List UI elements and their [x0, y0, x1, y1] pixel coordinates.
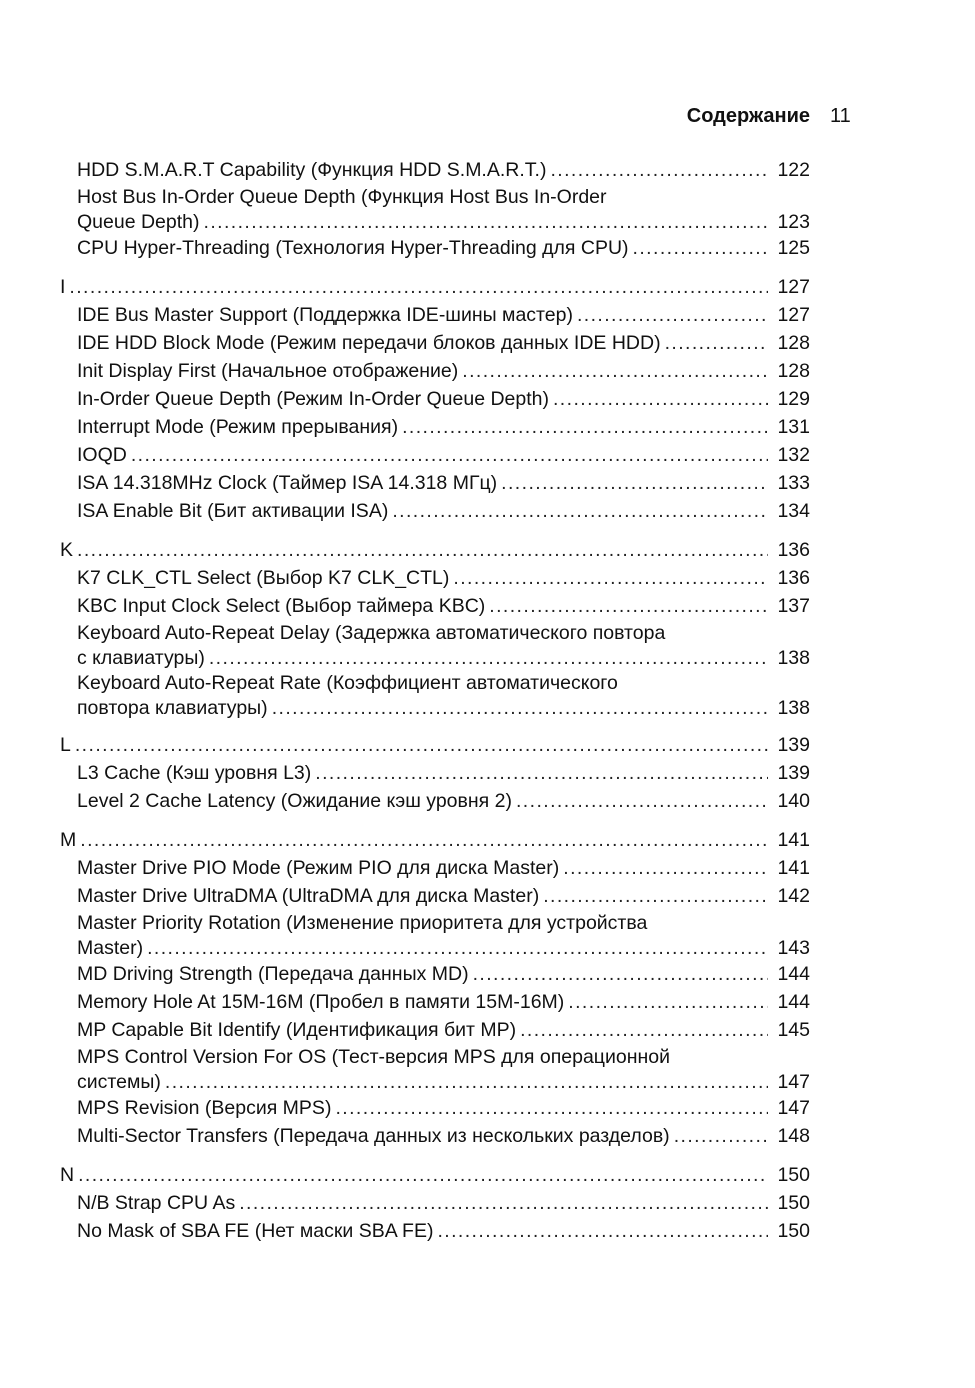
toc-entry[interactable] — [60, 1122, 810, 1150]
toc-entry[interactable] — [60, 646, 810, 670]
toc-letter-heading[interactable] — [60, 1161, 810, 1189]
leader-dots — [516, 787, 768, 815]
toc-entry[interactable] — [60, 1094, 810, 1122]
leader-dots — [335, 1094, 768, 1122]
toc-letter-heading[interactable] — [60, 826, 810, 854]
leader-dots — [462, 357, 768, 385]
toc-entry[interactable] — [60, 469, 810, 497]
leader-dots — [80, 826, 768, 854]
toc-page-number: 144 — [777, 963, 810, 985]
toc-entry-label: CPU Hyper-Threading (Технология Hyper-Threading для CPU) — [77, 237, 629, 259]
toc-page-number: 132 — [777, 444, 810, 466]
leader-dots — [543, 882, 768, 910]
toc-entry-label: L3 Cache (Кэш уровня L3) — [77, 762, 312, 784]
toc-page-number: 129 — [777, 388, 810, 410]
toc-page-number: 141 — [777, 857, 810, 879]
leader-dots — [272, 696, 768, 720]
toc-entry[interactable] — [60, 156, 810, 184]
toc-entry[interactable] — [60, 413, 810, 441]
toc-letter-heading[interactable] — [60, 273, 810, 301]
leader-dots — [147, 936, 768, 960]
toc-entry-label: N/B Strap CPU As — [77, 1192, 236, 1214]
leader-dots — [550, 156, 768, 184]
leader-dots — [315, 759, 768, 787]
toc-entry-label: MP Capable Bit Identify (Идентификация бит MP) — [77, 1019, 517, 1041]
toc-page-number: 131 — [777, 416, 810, 438]
toc-entry[interactable] — [60, 960, 810, 988]
toc-entry-label: I — [60, 276, 66, 298]
toc-entry[interactable] — [60, 301, 810, 329]
toc-entry[interactable] — [60, 787, 810, 815]
leader-dots — [501, 469, 768, 497]
toc-entry[interactable] — [60, 329, 810, 357]
toc-entry[interactable] — [60, 1189, 810, 1217]
leader-dots — [77, 536, 768, 564]
toc-page-number: 139 — [777, 734, 810, 756]
toc-page-number: 140 — [777, 790, 810, 812]
toc-entry-line: MPS Control Version For OS (Тест-версия MPS для операционной — [77, 1046, 670, 1068]
table-of-contents — [60, 156, 810, 1245]
toc-entry-label: Level 2 Cache Latency (Ожидание кэш уровня 2) — [77, 790, 512, 812]
toc-entry-label: Multi-Sector Transfers (Передача данных из нескольких разделов) — [77, 1125, 670, 1147]
toc-entry[interactable] — [60, 696, 810, 720]
leader-dots — [437, 1217, 768, 1245]
leader-dots — [75, 731, 768, 759]
toc-letter-heading[interactable] — [60, 536, 810, 564]
leader-dots — [577, 301, 768, 329]
page-number: 11 — [830, 105, 851, 127]
toc-entry-line: Master Priority Rotation (Изменение приоритета для устройства — [77, 912, 648, 934]
toc-entry-label: K — [60, 539, 74, 561]
leader-dots — [131, 441, 768, 469]
toc-entry-label: L — [60, 734, 71, 756]
toc-page-number: 150 — [777, 1164, 810, 1186]
leader-dots — [665, 329, 768, 357]
toc-page-number: 141 — [777, 829, 810, 851]
toc-page-number: 150 — [777, 1192, 810, 1214]
toc-page-number: 134 — [777, 500, 810, 522]
toc-page-number: 142 — [777, 885, 810, 907]
toc-entry-label: с клавиатуры) — [77, 647, 205, 669]
toc-page-number: 136 — [777, 539, 810, 561]
toc-entry[interactable] — [60, 882, 810, 910]
toc-entry[interactable] — [60, 497, 810, 525]
toc-entry[interactable] — [60, 988, 810, 1016]
leader-dots — [553, 385, 768, 413]
toc-entry-label: K7 CLK_CTL Select (Выбор K7 CLK_CTL) — [77, 567, 450, 589]
toc-entry[interactable] — [60, 1016, 810, 1044]
toc-page-number: 147 — [777, 1097, 810, 1119]
toc-entry-label: KBC Input Clock Select (Выбор таймера KBC) — [77, 595, 486, 617]
leader-dots — [239, 1189, 768, 1217]
toc-page-number: 144 — [777, 991, 810, 1013]
toc-entry[interactable] — [60, 592, 810, 620]
toc-page-number: 138 — [777, 697, 810, 719]
toc-entry[interactable] — [60, 854, 810, 882]
toc-entry-label: ISA 14.318MHz Clock (Таймер ISA 14.318 МГц) — [77, 472, 498, 494]
toc-entry-label: системы) — [77, 1071, 161, 1093]
toc-page-number: 127 — [777, 304, 810, 326]
toc-entry[interactable] — [60, 759, 810, 787]
leader-dots — [402, 413, 768, 441]
leader-dots — [568, 988, 768, 1016]
toc-entry-line: Keyboard Auto-Repeat Rate (Коэффициент автоматического — [77, 672, 618, 694]
toc-page-number: 128 — [777, 332, 810, 354]
leader-dots — [520, 1016, 768, 1044]
toc-entry[interactable] — [60, 1070, 810, 1094]
toc-page-number: 123 — [777, 211, 810, 233]
toc-entry-label: N — [60, 1164, 75, 1186]
toc-entry-label: IDE HDD Block Mode (Режим передачи блоков данных IDE HDD) — [77, 332, 661, 354]
toc-entry-label: ISA Enable Bit (Бит активации ISA) — [77, 500, 389, 522]
toc-entry[interactable] — [60, 210, 810, 234]
toc-entry-label: In-Order Queue Depth (Режим In-Order Queue Depth) — [77, 388, 549, 410]
toc-entry[interactable] — [60, 357, 810, 385]
leader-dots — [674, 1122, 768, 1150]
toc-page-number: 148 — [777, 1125, 810, 1147]
toc-page-number: 122 — [777, 159, 810, 181]
leader-dots — [563, 854, 768, 882]
toc-entry-label: Master Drive PIO Mode (Режим PIO для диска Master) — [77, 857, 560, 879]
toc-entry[interactable] — [60, 234, 810, 262]
toc-entry[interactable] — [60, 385, 810, 413]
toc-entry-label: Init Display First (Начальное отображение) — [77, 360, 459, 382]
toc-entry-label: Queue Depth) — [77, 211, 200, 233]
toc-entry-label: IOQD — [77, 444, 127, 466]
toc-entry-label: Master) — [77, 937, 144, 959]
running-header — [0, 103, 975, 129]
toc-page-number: 145 — [777, 1019, 810, 1041]
chapter-title: Содержание — [686, 105, 810, 127]
toc-entry-label: MD Driving Strength (Передача данных MD) — [77, 963, 469, 985]
toc-entry-label: Master Drive UltraDMA (UltraDMA для диска Master) — [77, 885, 540, 907]
toc-entry[interactable] — [60, 564, 810, 592]
leader-dots — [633, 234, 768, 262]
toc-entry-label: No Mask of SBA FE (Нет маски SBA FE) — [77, 1220, 434, 1242]
toc-page-number: 125 — [777, 237, 810, 259]
leader-dots — [78, 1161, 768, 1189]
leader-dots — [204, 210, 769, 234]
leader-dots — [209, 646, 768, 670]
toc-entry[interactable] — [60, 1217, 810, 1245]
toc-page-number: 136 — [777, 567, 810, 589]
leader-dots — [473, 960, 768, 988]
leader-dots — [489, 592, 768, 620]
toc-letter-heading[interactable] — [60, 731, 810, 759]
leader-dots — [165, 1070, 768, 1094]
leader-dots — [392, 497, 768, 525]
toc-entry[interactable] — [60, 441, 810, 469]
toc-entry-line: Host Bus In-Order Queue Depth (Функция Host Bus In-Order — [77, 186, 607, 208]
toc-entry-label: IDE Bus Master Support (Поддержка IDE-шины мастер) — [77, 304, 573, 326]
toc-entry-label: HDD S.M.A.R.T Capability (Функция HDD S.M.A.R.T.) — [77, 159, 547, 181]
toc-page-number: 127 — [777, 276, 810, 298]
toc-page-number: 150 — [777, 1220, 810, 1242]
toc-page-number: 137 — [777, 595, 810, 617]
leader-dots — [453, 564, 768, 592]
toc-entry-label: M — [60, 829, 77, 851]
toc-page-number: 128 — [777, 360, 810, 382]
toc-entry-label: Interrupt Mode (Режим прерывания) — [77, 416, 399, 438]
toc-page-number: 139 — [777, 762, 810, 784]
toc-page-number: 143 — [777, 937, 810, 959]
toc-page-number: 147 — [777, 1071, 810, 1093]
toc-entry-label: MPS Revision (Версия MPS) — [77, 1097, 332, 1119]
toc-entry[interactable] — [60, 936, 810, 960]
toc-entry-label: повтора клавиатуры) — [77, 697, 268, 719]
toc-entry-line: Keyboard Auto-Repeat Delay (Задержка автоматического повтора — [77, 622, 666, 644]
toc-page-number: 133 — [777, 472, 810, 494]
toc-entry-label: Memory Hole At 15M-16M (Пробел в памяти 15M-16M) — [77, 991, 565, 1013]
toc-page-number: 138 — [777, 647, 810, 669]
leader-dots — [69, 273, 768, 301]
